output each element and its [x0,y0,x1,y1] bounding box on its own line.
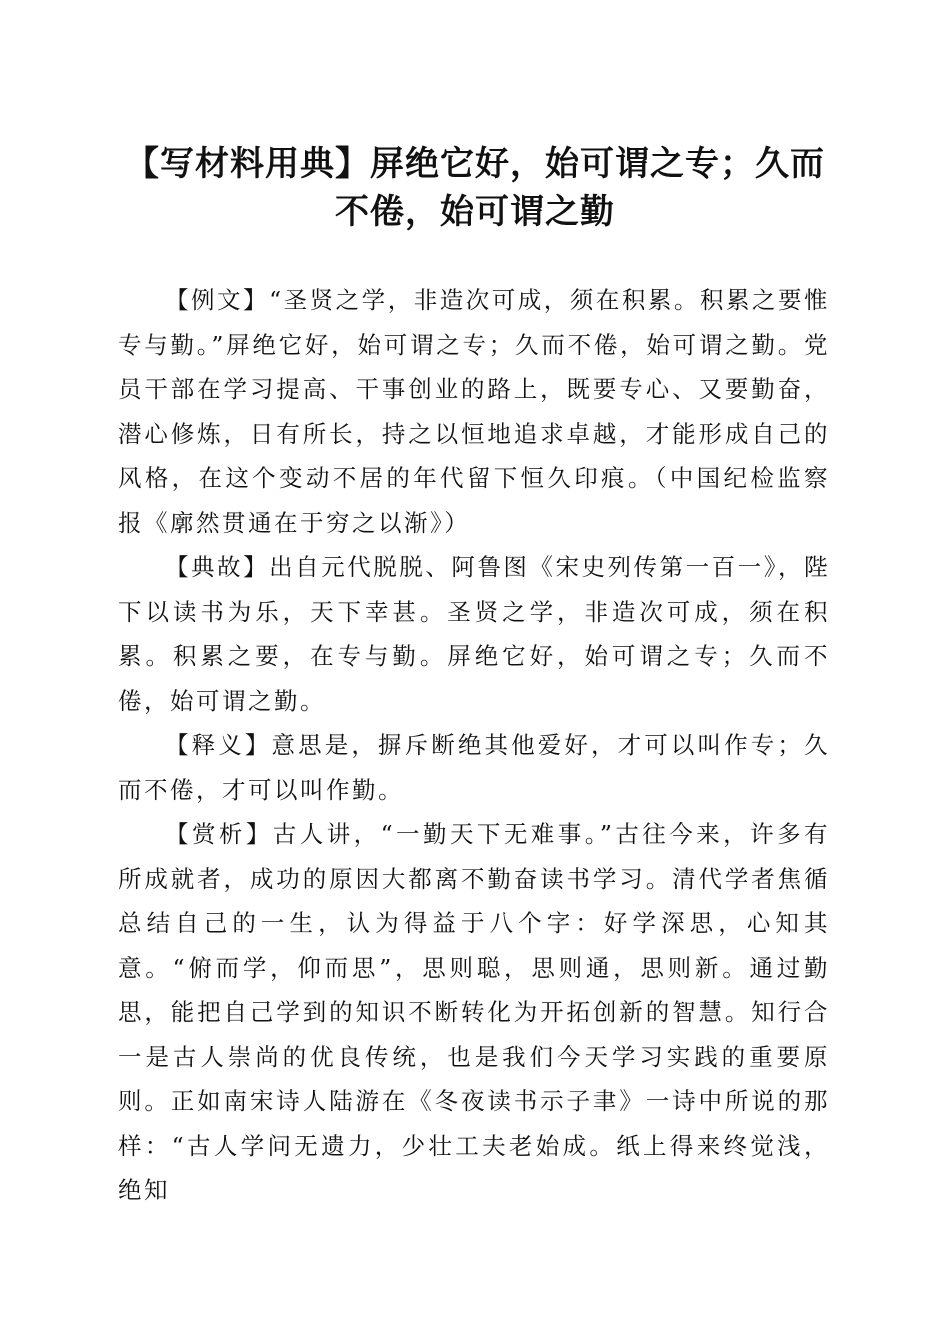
paragraph-meaning [118,723,830,812]
paragraph-tag: 【例文】 [165,286,270,314]
paragraph-allusion [118,545,830,723]
paragraph-text: “圣贤之学，非造次可成，须在积累。积累之要惟专与勤。”屏绝它好，始可谓之专；久而不倦，始可谓之勤。党员干部在学习提高、干事创业的路上，既要专心、又要勤奋，潜心修炼，日有所长，持之以恒地追求卓越，才能形成自己的风格，在这个变动不居的年代留下恒久印痕。（中国纪检监察报《廓然贯通在于穷之以渐》） [118,286,830,537]
paragraph-tag: 【典故】 [165,553,270,581]
title-line-2: 不倦，始可谓之勤 [335,192,615,232]
paragraph-tag: 【赏析】 [165,820,273,848]
paragraph-text: 出自元代脱脱、阿鲁图《宋史列传第一百一》，陛下以读书为乐，天下幸甚。圣贤之学，非造次可成，须在积累。积累之要，在专与勤。屏绝它好，始可谓之专；久而不倦，始可谓之勤。 [118,553,831,715]
document-title [100,140,850,236]
paragraph-text: 古人讲，“一勤天下无难事。”古往今来，许多有所成就者，成功的原因大都离不勤奋读书学习。清代学者焦循总结自己的一生，认为得益于八个字：好学深思，心知其意。“俯而学，仰而思”，思则聪，思则通，思则新。通过勤思，能把自己学到的知识不断转化为开拓创新的智慧。知行合一是古人崇尚的优良传统，也是我们今天学习实践的重要原则。正如南宋诗人陆游在《冬夜读书示子聿》一诗中所说的那样：“古人学问无遗力，少壮工夫老始成。纸上得来终觉浅，绝知 [118,820,830,1204]
document-body [118,278,831,1204]
paragraph-text: 意思是，摒斥断绝其他爱好，才可以叫作专；久而不倦，才可以叫作勤。 [118,731,830,804]
paragraph-tag: 【释义】 [165,731,272,759]
paragraph-appreciation [118,812,830,1213]
title-line-1: 【写材料用典】屏绝它好，始可谓之专；久而 [125,144,825,184]
paragraph-example [118,278,830,545]
